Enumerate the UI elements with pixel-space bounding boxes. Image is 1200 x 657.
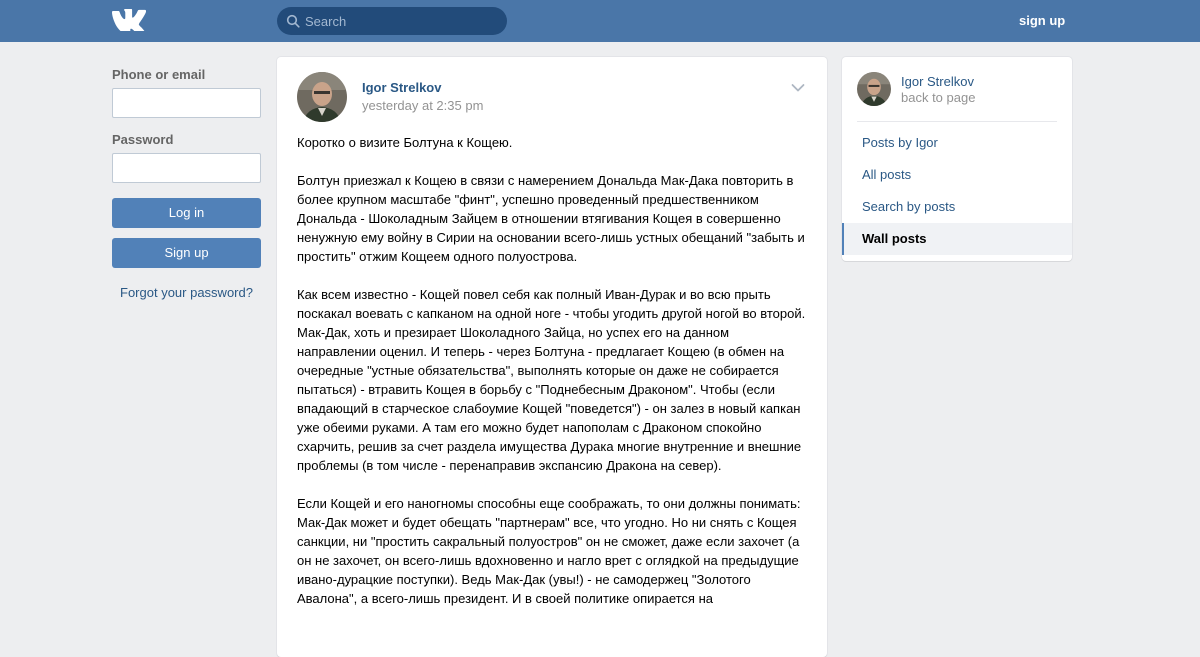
post-author-link[interactable]: Igor Strelkov [362,80,442,95]
post-paragraph: Как всем известно - Кощей повел себя как полный Иван-Дурак и во всю прыть поскакал воевать с капканом на одной ноге - чтобы угодить другой ногой во второй. Мак-Дак, хоть и презирает Шоколадного Зайца, но успех его на данном направлении оценил. И теперь - через Болтуна - предлагает Кощею (в обмен на очередные "устные обязательства", выполнять которые он даже не собирается пытаться) - втравить Кощея в борьбу с "Поднебесным Драконом". Чтобы (если впадающий в старческое слабоумие Кощей "поведется") - он залез в новый капкан уже обеими руками. А там его можно будет напополам с Драконом спокойно схарчить, решив за счет раздела имущества Дурака многие внутренние и внешние проблемы (в том числе - перенаправив экспансию Дракона на север). [297,287,806,473]
sidebar-avatar[interactable] [857,72,891,106]
search-input[interactable] [305,7,500,35]
wall-sidebar [842,57,1072,261]
login-form [112,67,261,300]
sidebar-item-search-by-posts[interactable]: Search by posts [862,199,956,214]
post-avatar[interactable] [297,72,347,122]
vk-logo-icon[interactable] [112,9,146,31]
chevron-down-icon[interactable] [791,83,805,93]
wall-post [277,57,827,657]
post-paragraph: Если Кощей и его наногномы способны еще соображать, то они должны понимать: Мак-Дак может и будет обещать "партнерам" все, что угодно. Но ни снять с Кощея санкции, ни "простить сакральный полуостров" он не сможет, даже если захочет (а он не захочет, он всего-лишь вдохновенно и нагло врет с оглядкой на предыдущие ивано-дурацкие поступки). Ведь Мак-Дак (увы!) - не самодержец "Золотого Авалона", а всего-лишь президент. И в своей политике опирается на [297,496,801,606]
signup-top-link[interactable]: sign up [1019,13,1066,28]
post-text [297,133,809,627]
avatar-photo-icon [857,72,891,106]
divider [857,121,1057,122]
post-paragraph: Болтун приезжал к Кощею в связи с намерением Дональда Мак-Дака повторить в более крупном масштабе "финт", успешно проведенный предшественником Дональда - Шоколадным Зайцем в отношении втягивания Кощея в совершенно ненужную ему войну в Сирии на основании всего-лишь устных обещаний "забыть и простить" отжим Кощеем одного полуострова. [297,173,805,264]
password-label: Password [112,132,174,147]
back-to-page-link[interactable]: back to page [901,90,976,105]
login-button[interactable]: Log in [112,198,261,228]
phone-field[interactable] [112,88,261,118]
post-date-link[interactable]: yesterday at 2:35 pm [362,98,484,113]
phone-label: Phone or email [112,67,206,82]
search-icon [286,14,300,28]
sidebar-item-all-posts[interactable]: All posts [862,167,912,182]
post-paragraph: Коротко о визите Болтуна к Кощею. [297,135,513,150]
sidebar-item-posts-by-igor[interactable]: Posts by Igor [862,135,938,150]
search-box[interactable] [277,7,507,35]
top-bar [0,0,1200,42]
forgot-password-link[interactable]: Forgot your password? [120,285,253,300]
sidebar-item-wall-posts[interactable]: Wall posts [842,223,1072,255]
sidebar-name-link[interactable]: Igor Strelkov [901,74,974,89]
avatar-photo-icon [297,72,347,122]
password-field[interactable] [112,153,261,183]
sidebar-nav [842,127,1072,255]
signup-button[interactable]: Sign up [112,238,261,268]
